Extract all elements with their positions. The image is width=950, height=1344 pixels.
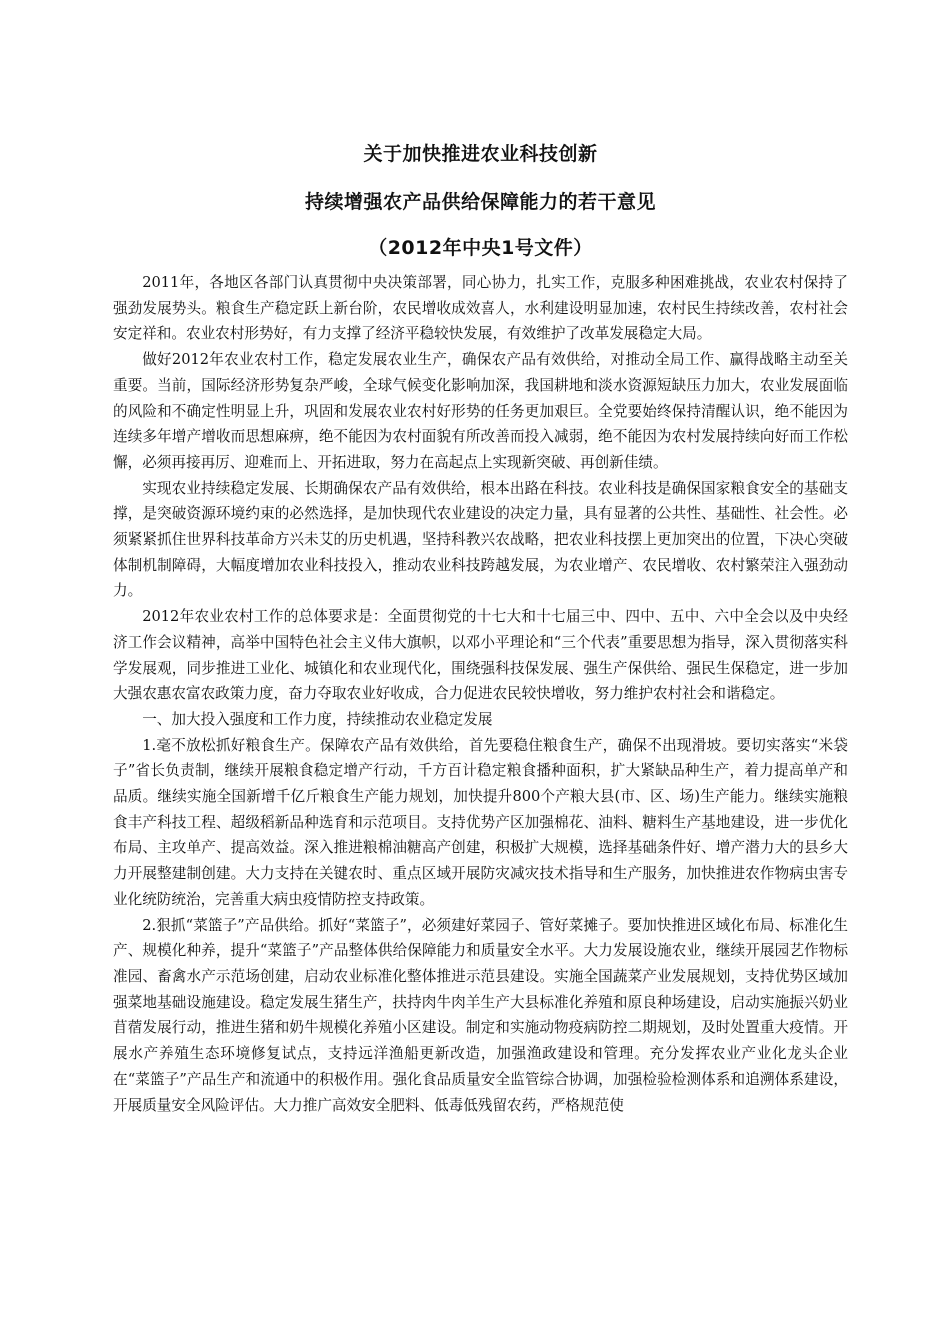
- section-heading-1: 一、加大投入强度和工作力度，持续推动农业稳定发展: [142, 710, 493, 728]
- section1-item-1: 1.毫不放松抓好粮食生产。保障农产品有效供给，首先要稳住粮食生产，确保不出现滑坡。要切实落实“米袋子”省长负责制，继续开展粮食稳定增产行动，千方百计稳定粮食播种面积，扩大紧缺品种生产，着力提高单产和品质。继续实施全国新增千亿斤粮食生产能力规划，加快提升800个产粮大县(市、区、场)生产能力。继续实施粮食丰产科技工程、超级稻新品种选育和示范项目。支持优势产区加强棉花、油料、糖料生产基地建设，进一步优化布局、主攻单产、提高效益。深入推进粮棉油糖高产创建，积极扩大规模，选择基础条件好、增产潜力大的县乡大力开展整建制创建。大力支持在关键农时、重点区域开展防灾减灾技术指导和生产服务，加快推进农作物病虫害专业化统防统治，完善重大病虫疫情防控支持政策。: [113, 736, 848, 908]
- paragraph-intro-4: 2012年农业农村工作的总体要求是：全面贯彻党的十七大和十七届三中、四中、五中、六中全会以及中央经济工作会议精神，高举中国特色社会主义伟大旗帜，以邓小平理论和“三个代表”重要思想为指导，深入贯彻落实科学发展观，同步推进工业化、城镇化和农业现代化，围绕强科技保发展、强生产保供给、强民生保稳定，进一步加大强农惠农富农政策力度，奋力夺取农业好收成，合力促进农民较快增收，努力维护农村社会和谐稳定。: [113, 608, 848, 703]
- paragraph-intro-3: 实现农业持续稳定发展、长期确保农产品有效供给，根本出路在科技。农业科技是确保国家粮食安全的基础支撑，是突破资源环境约束的必然选择，是加快现代农业建设的决定力量，具有显著的公共性、基础性、社会性。必须紧紧抓住世界科技革命方兴未艾的历史机遇，坚持科教兴农战略，把农业科技摆上更加突出的位置，下决心突破体制机制障碍，大幅度增加农业科技投入，推动农业科技跨越发展，为农业增产、农民增收、农村繁荣注入强劲动力。: [113, 479, 848, 600]
- section1-item-2: 2.狠抓“菜篮子”产品供给。抓好“菜篮子”，必须建好菜园子、管好菜摊子。要加快推进区域化布局、标准化生产、规模化种养，提升“菜篮子”产品整体供给保障能力和质量安全水平。大力发展设施农业，继续开展园艺作物标准园、畜禽水产示范场创建，启动农业标准化整体推进示范县建设。实施全国蔬菜产业发展规划，支持优势区域加强菜地基础设施建设。稳定发展生猪生产，扶持肉牛肉羊生产大县标准化养殖和原良种场建设，启动实施振兴奶业苜蓿发展行动，推进生猪和奶牛规模化养殖小区建设。制定和实施动物疫病防控二期规划，及时处置重大疫情。开展水产养殖生态环境修复试点，支持远洋渔船更新改造，加强渔政建设和管理。充分发挥农业产业化龙头企业在“菜篮子”产品生产和流通中的积极作用。强化食品质量安全监管综合协调，加强检验检测体系和追溯体系建设，开展质量安全风险评估。大力推广高效安全肥料、低毒低残留农药，严格规范使: [113, 916, 848, 1114]
- document-page: [113, 128, 848, 1118]
- paragraph-intro-1: 2011年，各地区各部门认真贯彻中央决策部署，同心协力，扎实工作，克服多种困难挑战，农业农村保持了强劲发展势头。粮食生产稳定跃上新台阶，农民增收成效喜人，水利建设明显加速，农村民生持续改善，农村社会安定祥和。农业农村形势好，有力支撑了经济平稳较快发展，有效维护了改革发展稳定大局。: [113, 274, 848, 343]
- paragraph-intro-2: 做好2012年农业农村工作，稳定发展农业生产，确保农产品有效供给，对推动全局工作、赢得战略主动至关重要。当前，国际经济形势复杂严峻，全球气候变化影响加深，我国耕地和淡水资源短缺压力加大，农业发展面临的风险和不确定性明显上升，巩固和发展农业农村好形势的任务更加艰巨。全党要始终保持清醒认识，绝不能因为连续多年增产增收而思想麻痹，绝不能因为农村面貌有所改善而投入减弱，绝不能因为农村发展持续向好而工作松懈，必须再接再厉、迎难而上、开拓进取，努力在高起点上实现新突破、再创新佳绩。: [113, 351, 848, 471]
- document-title-line2: 持续增强农产品供给保障能力的若干意见: [304, 191, 656, 213]
- document-title-line1: 关于加快推进农业科技创新: [363, 143, 598, 165]
- document-subtitle: （2012年中央1号文件）: [368, 237, 593, 259]
- document-body: [113, 270, 848, 1118]
